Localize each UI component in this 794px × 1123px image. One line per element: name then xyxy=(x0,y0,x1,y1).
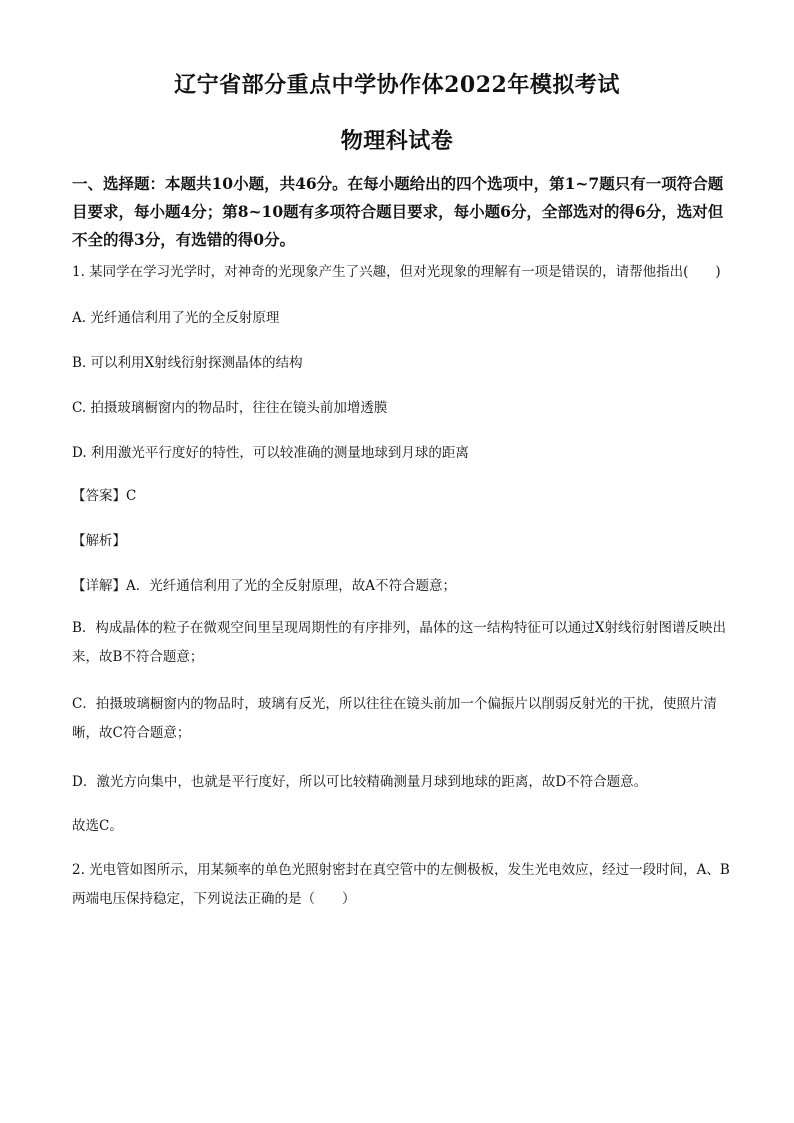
answer-label: 【答案】 xyxy=(72,488,126,504)
answer-line xyxy=(72,486,732,506)
page-title: 辽宁省部分重点中学协作体2022年模拟考试 xyxy=(174,72,620,98)
question-1-option-d: D. 利用激光平行度好的特性，可以较准确的测量地球到月球的距离 xyxy=(72,445,469,461)
conclusion: 故选C。 xyxy=(72,818,123,834)
question-1-option-b: B. 可以利用X射线衍射探测晶体的结构 xyxy=(72,355,303,371)
detail-b: B．构成晶体的粒子在微观空间里呈现周期性的有序排列，晶体的这一结构特征可以通过X射线衍射图谱反映出来，故B不符合题意； xyxy=(72,620,727,665)
question-1-option-a: A. 光纤通信利用了光的全反射原理 xyxy=(72,310,280,326)
question-1-stem: 1. 某同学在学习光学时，对神奇的光现象产生了兴趣，但对光现象的理解有一项是错误的，请帮他指出( ) xyxy=(72,264,721,280)
detail-a: 【详解】A．光纤通信利用了光的全反射原理，故A不符合题意； xyxy=(72,578,456,594)
page-subtitle: 物理科试卷 xyxy=(340,128,454,154)
detail-c: C．拍摄玻璃橱窗内的物品时，玻璃有反光，所以往往在镜头前加一个偏振片以削弱反射光的干扰，使照片清晰，故C符合题意； xyxy=(72,696,717,741)
answer-value: C xyxy=(126,488,137,504)
question-1-option-c: C. 拍摄玻璃橱窗内的物品时，往往在镜头前加增透膜 xyxy=(72,400,388,416)
section-heading: 一、选择题：本题共10小题，共46分。在每小题给出的四个选项中，第1~7题只有一项符合题目要求，每小题4分；第8~10题有多项符合题目要求，每小题6分，全部选对的得6分，选对但不全的得3分，有选错的得0分。 xyxy=(72,174,724,249)
detail-d: D．激光方向集中，也就是平行度好，所以可比较精确测量月球到地球的距离，故D不符合题意。 xyxy=(72,774,648,790)
analysis-label: 【解析】 xyxy=(72,533,126,549)
question-2-stem: 2. 光电管如图所示，用某频率的单色光照射密封在真空管中的左侧极板，发生光电效应，经过一段时间，A、B两端电压保持稳定，下列说法正确的是（ ） xyxy=(72,862,730,907)
